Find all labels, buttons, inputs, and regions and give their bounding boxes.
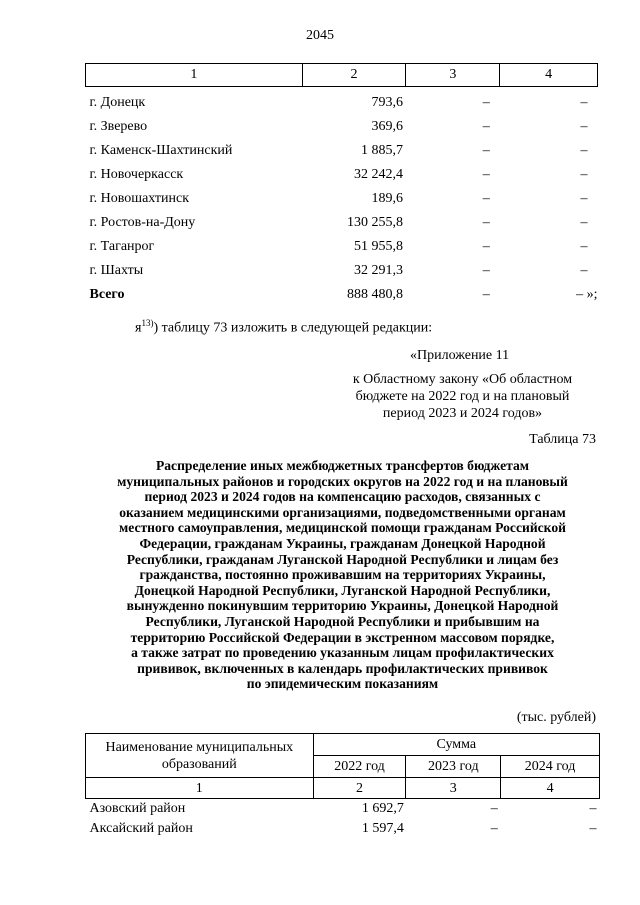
value-2024: –: [580, 263, 588, 278]
table-row: [86, 211, 598, 235]
page-number: 2045: [306, 28, 334, 43]
value-2022: 130 255,8: [346, 215, 403, 230]
value-2023: –: [482, 95, 490, 110]
heading-line: по эпидемическим показаниям: [246, 676, 439, 692]
value-2024: –: [580, 119, 588, 134]
value-2022: 51 955,8: [353, 239, 403, 254]
year-header: 2022 год: [313, 756, 406, 778]
value-2022: 189,6: [371, 191, 403, 206]
value-2022: 32 291,3: [353, 263, 403, 278]
value-2022: 1 885,7: [360, 143, 403, 158]
heading-line: оказанием медицинскими организациями, подведомственными органам: [119, 504, 566, 520]
municipality-name: г. Каменск-Шахтинский: [89, 143, 233, 158]
value-2023: –: [482, 215, 490, 230]
annex-reference: [330, 371, 595, 422]
value-2022: 793,6: [371, 95, 403, 110]
value-2023: –: [482, 143, 490, 158]
annex-line: к Областному закону «Об областном: [352, 372, 573, 387]
value-2023: –: [482, 239, 490, 254]
heading-line: муниципальных районов и городских округов на 2022 год и на плановый: [117, 473, 568, 489]
year-header: 2024 год: [501, 756, 600, 778]
municipality-name: г. Новошахтинск: [89, 191, 190, 206]
column-number: 2: [302, 64, 406, 87]
year-header: 2023 год: [406, 756, 501, 778]
table-row: [86, 235, 598, 259]
annex-line: бюджете на 2022 год и на плановый: [355, 389, 570, 404]
value-2024: –: [580, 191, 588, 206]
total-row: [86, 283, 598, 307]
column-number-row: [86, 778, 600, 799]
total-2023: –: [482, 287, 490, 302]
amendment-text: [135, 318, 432, 337]
municipality-name: г. Ростов-на-Дону: [89, 215, 196, 230]
header-line: образований: [161, 756, 237, 772]
heading-line: гражданства, постоянно проживавшим на территориях Украины,: [139, 567, 546, 583]
units-label: (тыс. рублей): [516, 710, 596, 725]
heading-line: Донецкой Народной Республики, Луганской Народной Республики,: [134, 582, 551, 598]
column-sum-header: Сумма: [313, 734, 599, 756]
value-2023: –: [482, 263, 490, 278]
column-name-header: [86, 734, 314, 778]
value-2022: 369,6: [371, 119, 403, 134]
amendment-footnote: 13): [141, 318, 154, 328]
amendment-prefix: я: [135, 320, 142, 336]
municipality-name: Азовский район: [89, 801, 186, 816]
municipality-name: г. Шахты: [89, 263, 144, 278]
table-row: [86, 187, 598, 211]
column-number: 1: [86, 778, 314, 799]
heading-line: территорию Российской Федерации в экстренном массовом порядке,: [130, 629, 555, 645]
heading-line: Федерации, гражданам Украины, гражданам Донецкой Народной: [139, 535, 546, 551]
heading-line: местного самоуправления, медицинской помощи гражданам Российской: [119, 520, 566, 536]
header-line: Наименование муниципальных: [105, 739, 294, 755]
value-2023: –: [490, 801, 498, 816]
municipality-name: г. Таганрог: [89, 239, 155, 254]
heading-line: период 2023 и 2024 годов на компенсацию расходов, связанных с: [144, 489, 541, 505]
municipality-name: г. Зверево: [89, 119, 148, 134]
heading-line: Республики, Луганской Народной Республики и прибывшим на: [145, 613, 540, 629]
table-row: [86, 163, 598, 187]
value-2024: –: [589, 801, 597, 816]
table-row: [86, 139, 598, 163]
municipality-name: г. Новочеркасск: [89, 167, 184, 182]
value-2023: –: [490, 821, 498, 836]
column-number-row: [86, 64, 598, 87]
heading-line: а также затрат по проведению указанным лицам профилактических: [131, 645, 554, 661]
column-number: 4: [500, 64, 598, 87]
table-continuation: [85, 63, 598, 307]
municipality-name: г. Донецк: [89, 95, 146, 110]
column-number: 2: [313, 778, 406, 799]
heading-line: вынужденно покинувшим территорию Украины, Донецкой Народной: [126, 598, 559, 614]
heading-line: Республики, гражданам Луганской Народной Республики и лицам без: [126, 551, 559, 567]
value-2022: 32 242,4: [353, 167, 403, 182]
value-2022: 1 597,4: [361, 821, 404, 836]
heading-line: прививок, включенных в календарь профилактических прививок: [137, 660, 548, 676]
table-label: Таблица 73: [529, 432, 596, 447]
total-2022: 888 480,8: [346, 287, 403, 302]
amendment-body: ) таблицу 73 изложить в следующей редакции:: [153, 320, 433, 336]
municipality-name: Аксайский район: [89, 821, 193, 836]
value-2024: –: [580, 167, 588, 182]
heading-line: Распределение иных межбюджетных трансфертов бюджетам: [155, 458, 530, 473]
table-73: [85, 733, 600, 839]
header-row: [86, 734, 600, 756]
value-2024: –: [580, 215, 588, 230]
annex-line: период 2023 и 2024 годов»: [382, 406, 543, 421]
value-2024: –: [580, 143, 588, 158]
value-2023: –: [482, 119, 490, 134]
value-2024: –: [589, 821, 597, 836]
table-row: [86, 115, 598, 139]
value-2023: –: [482, 167, 490, 182]
total-2024: – »;: [576, 287, 598, 302]
value-2022: 1 692,7: [361, 801, 404, 816]
table-heading: [85, 458, 600, 692]
total-label: Всего: [89, 287, 125, 302]
table-row: [86, 799, 600, 820]
annex-title: «Приложение 11: [410, 348, 510, 363]
table-row: [86, 819, 600, 839]
table-row: [86, 87, 598, 116]
table-row: [86, 259, 598, 283]
value-2023: –: [482, 191, 490, 206]
column-number: 3: [406, 778, 501, 799]
column-number: 4: [501, 778, 600, 799]
column-number: 1: [86, 64, 303, 87]
value-2024: –: [580, 95, 588, 110]
value-2024: –: [580, 239, 588, 254]
column-number: 3: [406, 64, 500, 87]
